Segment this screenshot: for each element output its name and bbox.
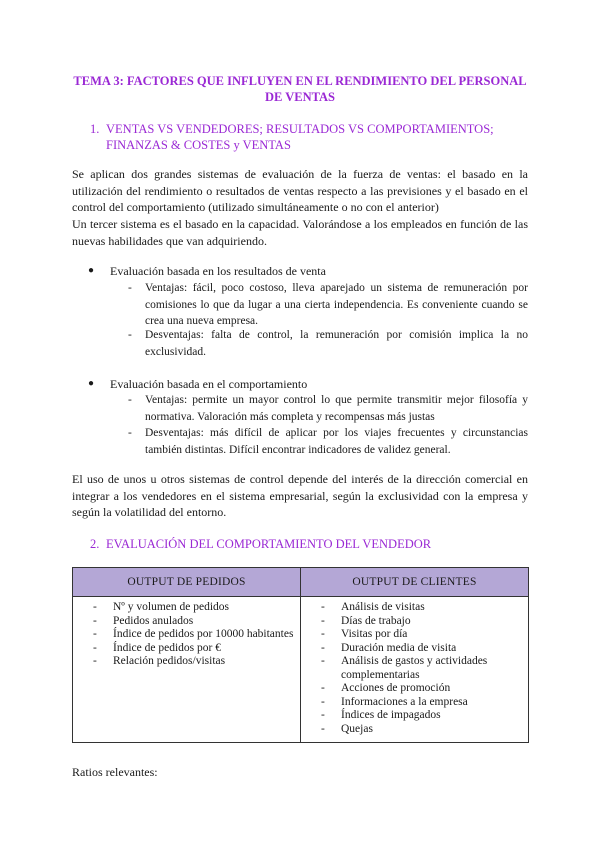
clientes-item-text: Visitas por día: [341, 628, 408, 640]
pedidos-item-text: Pedidos anulados: [113, 614, 194, 627]
section-2-number: 2.: [90, 537, 100, 551]
output-table: [72, 567, 529, 743]
clientes-item-text: Informaciones a la empresa: [341, 695, 468, 708]
section-1-title-line1: VENTAS VS VENDEDORES; RESULTADOS VS COMPORTAMIENTOS;: [106, 122, 494, 136]
sub-item-text: Ventajas: fácil, poco costoso, lleva aparejado un sistema de remuneración por comisiones lo que da lugar a una cierta independencia. Es conveniente cuando se crea una nueva empresa.: [145, 282, 528, 327]
relevant-ratios-label: Ratios relevantes:: [72, 765, 158, 779]
pedidos-item-text: Índice de pedidos por €: [113, 641, 221, 654]
sub-item-disadvantages: [128, 327, 528, 361]
dash-marker: -: [321, 695, 325, 708]
clientes-item-text: Días de trabajo: [341, 614, 411, 627]
dash-marker: -: [128, 394, 132, 406]
section-2-heading: [90, 537, 530, 553]
section-1-heading: [90, 122, 530, 154]
list-item: [301, 655, 528, 682]
list-item: [73, 601, 300, 615]
dash-marker: -: [128, 282, 132, 294]
list-item: [301, 601, 528, 615]
pedidos-item-text: Relación pedidos/visitas: [113, 655, 226, 667]
clientes-list: [301, 601, 528, 736]
sub-item-text: Ventajas: permite un mayor control lo que permite transmitir mejor filosofía y normativa. Valoración más completa y recompensas más justas: [145, 394, 528, 423]
clientes-item-text: Acciones de promoción: [341, 682, 451, 694]
paragraph-third-system: Un tercer sistema es el basado en la capacidad. Valorándose a los empleados en función de las nuevas habilidades que van adquiriendo.: [72, 217, 528, 248]
bullet-label: Evaluación basada en el comportamiento: [110, 377, 308, 391]
dash-marker: -: [321, 614, 325, 627]
bullet-label: Evaluación basada en los resultados de venta: [110, 264, 326, 278]
header-output-clientes: OUTPUT DE CLIENTES: [301, 568, 529, 597]
dash-marker: -: [321, 601, 325, 613]
sub-item-disadvantages: [128, 425, 528, 459]
section-2-title: EVALUACIÓN DEL COMPORTAMIENTO DEL VENDEDOR: [106, 537, 432, 551]
sub-item-advantages: [128, 392, 528, 426]
dash-marker: -: [93, 641, 97, 654]
dash-marker: -: [321, 655, 325, 667]
bullet-results-evaluation: [88, 263, 528, 279]
clientes-item-text: Quejas: [341, 722, 373, 735]
table-row: [73, 597, 529, 743]
clientes-item-text: Índices de impagados: [341, 709, 441, 721]
header-output-pedidos: OUTPUT DE PEDIDOS: [73, 568, 301, 597]
clientes-item-text: Duración media de visita: [341, 641, 457, 654]
pedidos-list: [73, 601, 300, 669]
list-item: [73, 615, 300, 629]
sub-item-text: Desventajas: más difícil de aplicar por los viajes frecuentes y circunstancias también distintas. Difícil encontrar indicadores de validez general.: [145, 427, 528, 456]
paragraph-evaluation-systems: Se aplican dos grandes sistemas de evaluación de la fuerza de ventas: el basado en la utilización del rendimiento o resultados de ventas respecto a las previsiones y el basado en el control del comportamiento (utilizado simultáneamente o no con el anterior): [72, 167, 528, 214]
pedidos-item-text: Nº y volumen de pedidos: [113, 601, 229, 613]
dash-marker: -: [128, 329, 132, 341]
dash-marker: -: [321, 709, 325, 721]
cell-clientes-list: [301, 597, 529, 743]
dash-marker: -: [93, 601, 97, 613]
list-item: [73, 642, 300, 656]
dash-marker: -: [321, 722, 325, 735]
list-item: [73, 628, 300, 642]
sub-item-text: Desventajas: falta de control, la remuneración por comisión implica la no exclusividad.: [145, 329, 528, 358]
dash-marker: -: [128, 427, 132, 439]
paragraph-control-systems: El uso de unos u otros sistemas de control depende del interés de la dirección comercial en integrar a los vendedores en el sistema empresarial, según la exclusividad con la empresa y según la volatilidad del entorno.: [72, 472, 528, 519]
list-item: [301, 628, 528, 642]
dash-marker: -: [321, 682, 325, 694]
dash-marker: -: [321, 628, 325, 640]
dash-marker: -: [93, 655, 97, 667]
pedidos-item-text: Índice de pedidos por 10000 habitantes: [113, 628, 294, 640]
list-item: [301, 682, 528, 696]
list-item: [301, 723, 528, 737]
document-title: TEMA 3: FACTORES QUE INFLUYEN EN EL RENDIMIENTO DEL PERSONAL DE VENTAS: [73, 74, 527, 104]
list-item: [301, 696, 528, 710]
list-item: [301, 709, 528, 723]
sub-item-advantages: [128, 280, 528, 330]
list-item: [301, 642, 528, 656]
cell-pedidos-list: [73, 597, 301, 743]
dash-marker: -: [321, 641, 325, 654]
bullet-behavior-evaluation: [88, 376, 528, 392]
bullet-icon: ●: [88, 265, 95, 276]
clientes-item-text: Análisis de gastos y actividades complementarias: [341, 655, 488, 681]
dash-marker: -: [93, 614, 97, 627]
table-header-row: [73, 568, 529, 597]
section-1-number: 1.: [90, 122, 100, 136]
section-1-title-line2: FINANZAS & COSTES y VENTAS: [106, 138, 291, 152]
dash-marker: -: [93, 628, 97, 640]
bullet-icon: ●: [88, 378, 95, 389]
list-item: [73, 655, 300, 669]
clientes-item-text: Análisis de visitas: [341, 601, 425, 613]
list-item: [301, 615, 528, 629]
